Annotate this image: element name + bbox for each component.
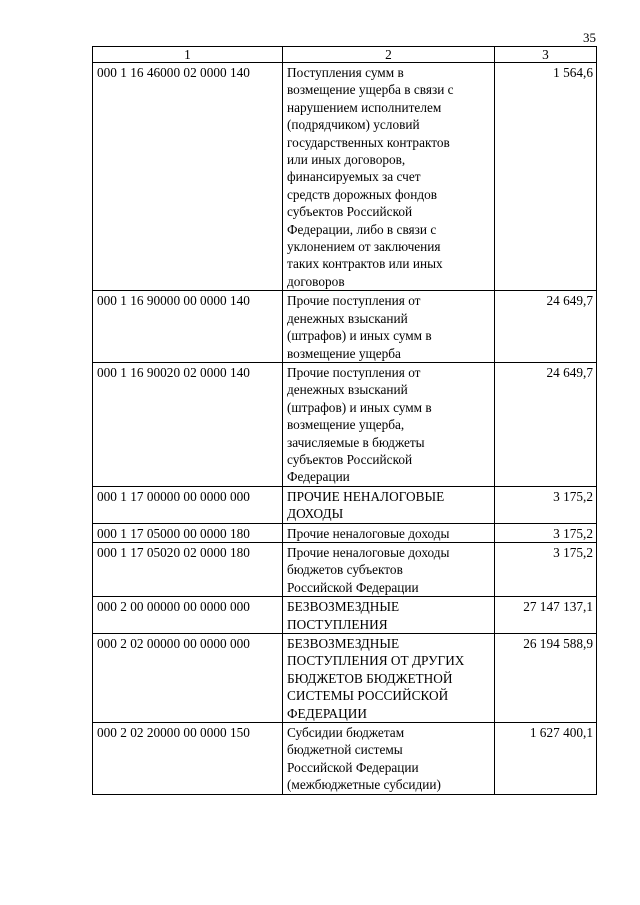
table-row [93,63,597,291]
budget-code: 000 1 16 90020 02 0000 140 [93,362,283,486]
table-row [93,362,597,486]
income-name: Поступления сумм в возмещение ущерба в связи с нарушением исполнителем (подрядчиком) условий государственных контрактов или иных договоров, финансируемых за счет средств дорожных фондов субъектов Российской Федерации, либо в связи с уклонением от заключения таких контрактов или иных договоров [283,63,495,291]
table-header-row [93,47,597,63]
amount: 24 649,7 [495,291,597,363]
column-header-code: 1 [93,47,283,63]
column-header-amount: 3 [495,47,597,63]
income-name: ПРОЧИЕ НЕНАЛОГОВЫЕ ДОХОДЫ [283,486,495,523]
budget-code: 000 1 17 00000 00 0000 000 [93,486,283,523]
amount: 27 147 137,1 [495,597,597,634]
budget-table [92,46,597,795]
budget-code: 000 2 02 20000 00 0000 150 [93,723,283,795]
table-row [93,486,597,523]
income-name: Прочие поступления от денежных взысканий (штрафов) и иных сумм в возмещение ущерба [283,291,495,363]
table-row [93,723,597,795]
amount: 3 175,2 [495,486,597,523]
budget-code: 000 1 17 05020 02 0000 180 [93,542,283,596]
amount: 3 175,2 [495,523,597,542]
amount: 1 627 400,1 [495,723,597,795]
income-name: БЕЗВОЗМЕЗДНЫЕ ПОСТУПЛЕНИЯ ОТ ДРУГИХ БЮДЖЕТОВ БЮДЖЕТНОЙ СИСТЕМЫ РОССИЙСКОЙ ФЕДЕРАЦИИ [283,634,495,723]
amount: 26 194 588,9 [495,634,597,723]
income-name: Прочие неналоговые доходы бюджетов субъектов Российской Федерации [283,542,495,596]
column-header-name: 2 [283,47,495,63]
table-row [93,597,597,634]
budget-code: 000 1 17 05000 00 0000 180 [93,523,283,542]
amount: 1 564,6 [495,63,597,291]
budget-code: 000 1 16 90000 00 0000 140 [93,291,283,363]
income-name: Прочие неналоговые доходы [283,523,495,542]
budget-code: 000 2 02 00000 00 0000 000 [93,634,283,723]
page-number: 35 [583,30,596,45]
table-row [93,291,597,363]
table-row [93,523,597,542]
budget-code: 000 2 00 00000 00 0000 000 [93,597,283,634]
income-name: БЕЗВОЗМЕЗДНЫЕ ПОСТУПЛЕНИЯ [283,597,495,634]
table-row [93,542,597,596]
table-row [93,634,597,723]
income-name: Прочие поступления от денежных взысканий (штрафов) и иных сумм в возмещение ущерба, зачисляемые в бюджеты субъектов Российской Федерации [283,362,495,486]
budget-code: 000 1 16 46000 02 0000 140 [93,63,283,291]
amount: 24 649,7 [495,362,597,486]
amount: 3 175,2 [495,542,597,596]
income-name: Субсидии бюджетам бюджетной системы Российской Федерации (межбюджетные субсидии) [283,723,495,795]
